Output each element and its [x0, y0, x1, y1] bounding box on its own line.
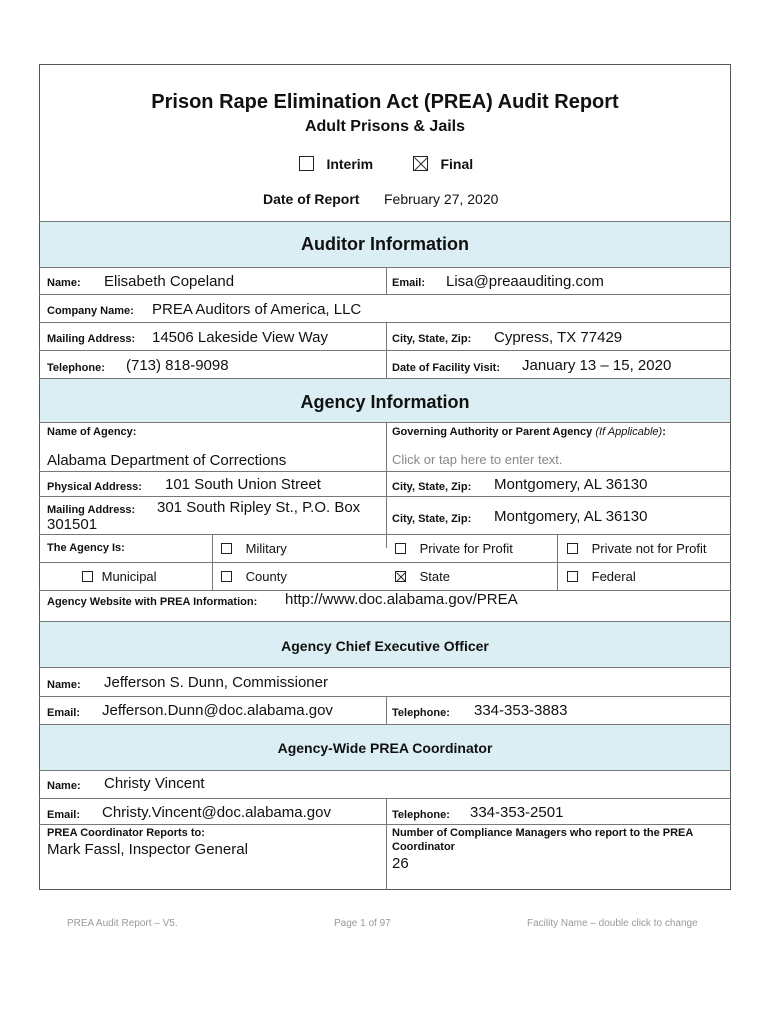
private-nonprofit-checkbox[interactable]	[567, 543, 578, 554]
federal-label: Federal	[591, 569, 636, 585]
agency-type-label: The Agency Is:	[47, 542, 125, 554]
ceo-name[interactable]: Jefferson S. Dunn, Commissioner	[104, 674, 328, 691]
auditor-section-title: Auditor Information	[301, 234, 469, 254]
coordinator-name-label: Name:	[47, 780, 81, 792]
type-county[interactable]	[221, 568, 287, 584]
date-of-report-label: Date of Report	[263, 191, 360, 207]
state-label: State	[419, 569, 450, 585]
governing-authority-input[interactable]: Click or tap here to enter text.	[392, 452, 563, 467]
type-military[interactable]	[221, 540, 287, 556]
agency-name-label: Name of Agency:	[47, 426, 137, 438]
type-municipal[interactable]	[82, 568, 157, 584]
ceo-email-label: Email:	[47, 707, 81, 719]
agency-website-label: Agency Website with PREA Information:	[47, 596, 258, 608]
agency-section-title: Agency Information	[300, 392, 470, 412]
managers-label-line1: Number of Compliance Managers who report to the PREA	[392, 827, 694, 839]
auditor-name-label: Name:	[47, 277, 81, 289]
type-private-profit[interactable]	[395, 540, 513, 556]
managers-label-line2: Coordinator	[392, 841, 455, 853]
coordinator-phone-label: Telephone:	[392, 809, 450, 821]
date-of-report-value[interactable]: February 27, 2020	[384, 191, 499, 207]
type-private-nonprofit[interactable]	[567, 540, 707, 556]
reports-to-label: PREA Coordinator Reports to:	[47, 827, 205, 839]
ceo-email[interactable]: Jefferson.Dunn@doc.alabama.gov	[102, 702, 333, 719]
ceo-phone[interactable]: 334-353-3883	[474, 702, 568, 719]
physical-city-state-zip[interactable]: Montgomery, AL 36130	[494, 476, 648, 493]
type-federal[interactable]	[567, 568, 636, 584]
county-label: County	[245, 569, 287, 585]
physical-csz-label: City, State, Zip:	[392, 481, 472, 493]
auditor-csz-label: City, State, Zip:	[392, 333, 472, 345]
company-name-label: Company Name:	[47, 305, 134, 317]
managers-count[interactable]: 26	[392, 855, 409, 872]
interim-option[interactable]	[299, 155, 373, 173]
auditor-phone-label: Telephone:	[47, 362, 105, 374]
agency-mailing-line2[interactable]: 301501	[47, 516, 98, 533]
mailing-csz-label: City, State, Zip:	[392, 513, 472, 525]
physical-address-label: Physical Address:	[47, 481, 142, 493]
county-checkbox[interactable]	[221, 571, 232, 582]
private-profit-label: Private for Profit	[419, 541, 513, 557]
final-label: Final	[440, 155, 474, 172]
ceo-phone-label: Telephone:	[392, 707, 450, 719]
coordinator-section-title: Agency-Wide PREA Coordinator	[277, 740, 493, 756]
auditor-mailing-label: Mailing Address:	[47, 333, 136, 345]
municipal-label: Municipal	[101, 569, 157, 585]
coordinator-name[interactable]: Christy Vincent	[104, 775, 205, 792]
final-option[interactable]	[413, 155, 473, 173]
report-title: Prison Rape Elimination Act (PREA) Audit Report	[151, 91, 619, 113]
federal-checkbox[interactable]	[567, 571, 578, 582]
agency-name[interactable]: Alabama Department of Corrections	[47, 452, 287, 469]
military-label: Military	[245, 541, 287, 557]
municipal-checkbox[interactable]	[82, 571, 93, 582]
footer-version: PREA Audit Report – V5.	[67, 918, 178, 929]
visit-date-label: Date of Facility Visit:	[392, 362, 500, 374]
company-name[interactable]: PREA Auditors of America, LLC	[152, 301, 362, 318]
military-checkbox[interactable]	[221, 543, 232, 554]
auditor-name[interactable]: Elisabeth Copeland	[104, 273, 235, 290]
footer-page-number: Page 1 of 97	[334, 918, 391, 929]
footer-facility-name[interactable]: Facility Name – double click to change	[527, 918, 698, 929]
auditor-email[interactable]: Lisa@preaauditing.com	[446, 273, 604, 290]
auditor-phone[interactable]: (713) 818-9098	[126, 357, 229, 374]
private-profit-checkbox[interactable]	[395, 543, 406, 554]
governing-authority-label: Governing Authority or Parent Agency (If Applicable):	[392, 426, 666, 438]
coordinator-phone[interactable]: 334-353-2501	[470, 804, 564, 821]
coordinator-email[interactable]: Christy.Vincent@doc.alabama.gov	[102, 804, 331, 821]
reports-to[interactable]: Mark Fassl, Inspector General	[47, 841, 248, 858]
agency-website[interactable]: http://www.doc.alabama.gov/PREA	[285, 591, 518, 608]
agency-mailing-label: Mailing Address:	[47, 504, 136, 516]
type-state[interactable]	[395, 568, 450, 584]
interim-label: Interim	[326, 155, 374, 172]
auditor-email-label: Email:	[392, 277, 426, 289]
state-checkbox[interactable]	[395, 571, 406, 582]
coordinator-email-label: Email:	[47, 809, 81, 821]
physical-address[interactable]: 101 South Union Street	[165, 476, 321, 493]
report-subtitle: Adult Prisons & Jails	[304, 118, 466, 135]
auditor-city-state-zip[interactable]: Cypress, TX 77429	[494, 329, 623, 346]
ceo-section-title: Agency Chief Executive Officer	[281, 638, 489, 654]
auditor-mailing-address[interactable]: 14506 Lakeside View Way	[152, 329, 328, 346]
final-checkbox[interactable]	[413, 156, 428, 171]
ceo-name-label: Name:	[47, 679, 81, 691]
visit-date[interactable]: January 13 – 15, 2020	[522, 357, 672, 374]
agency-mailing-line1[interactable]: 301 South Ripley St., P.O. Box	[157, 499, 361, 516]
mailing-city-state-zip[interactable]: Montgomery, AL 36130	[494, 508, 648, 525]
interim-checkbox[interactable]	[299, 156, 314, 171]
private-nonprofit-label: Private not for Profit	[591, 541, 707, 557]
